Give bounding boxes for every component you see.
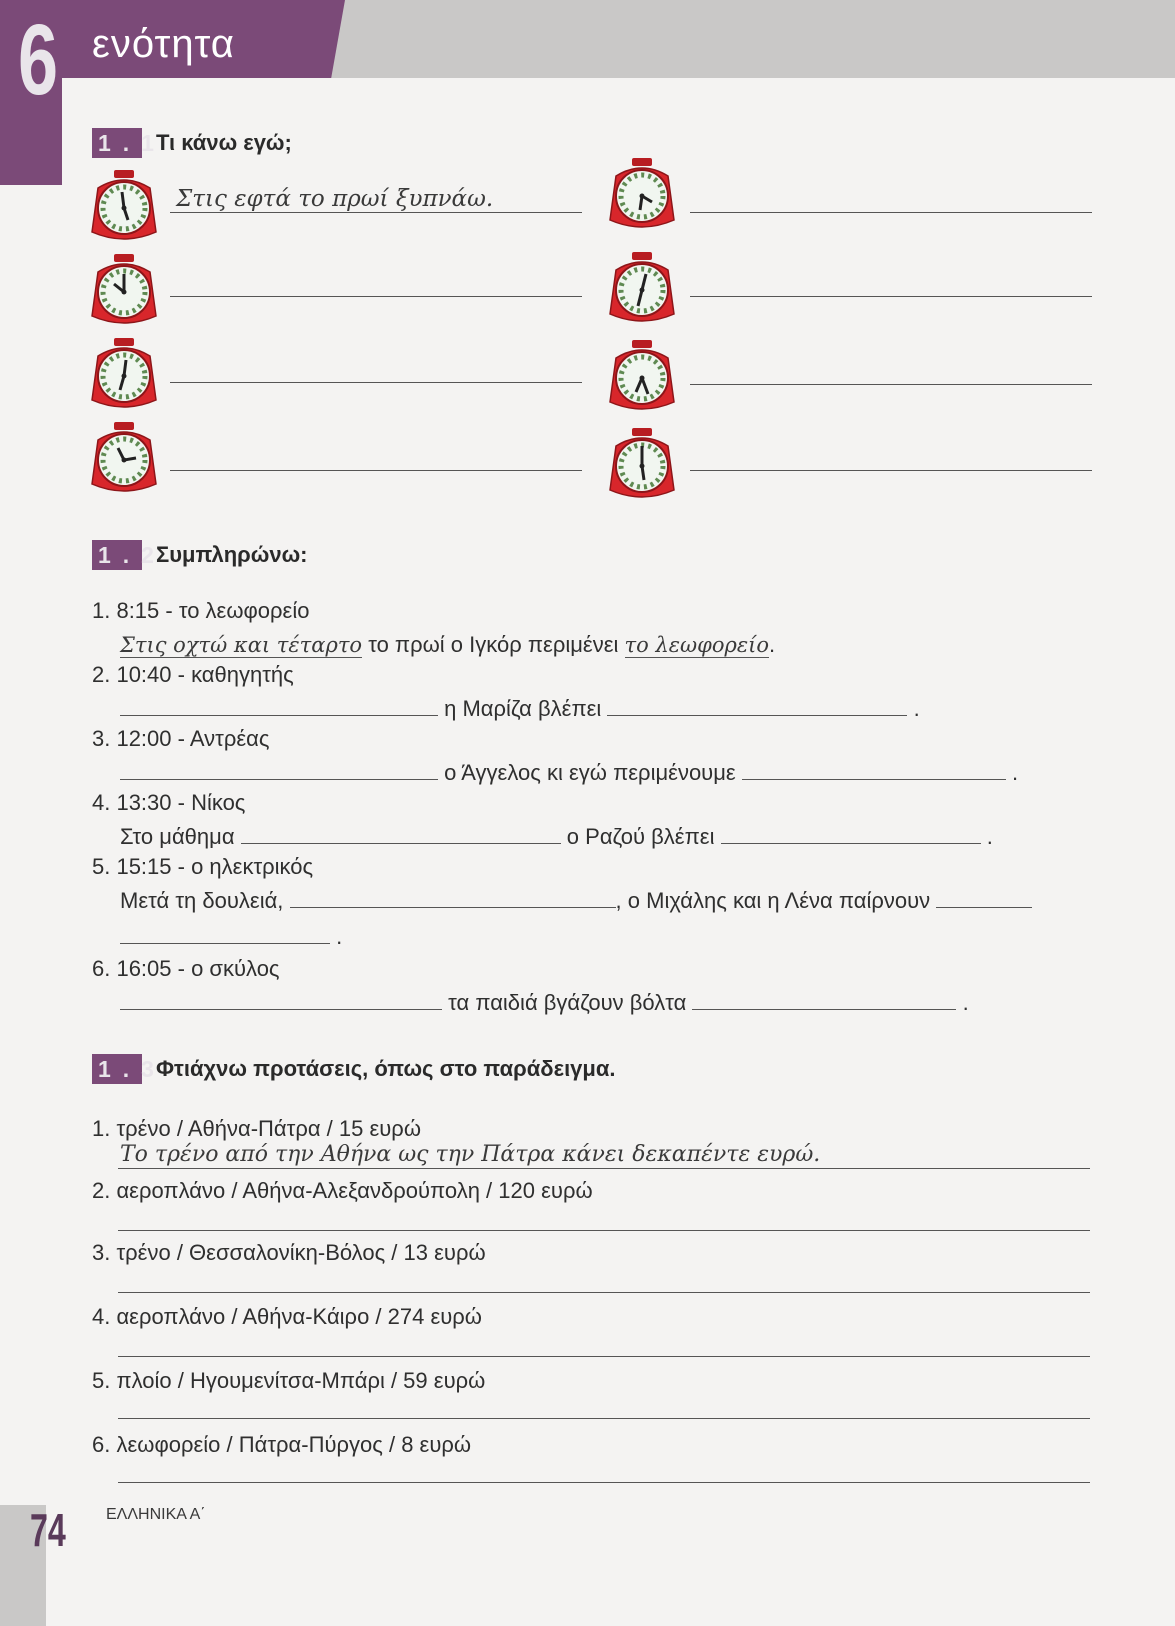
answer-line[interactable]: [170, 212, 582, 213]
exercise-prompt: 5. 15:15 - ο ηλεκτρικός: [92, 854, 314, 879]
alarm-clock-icon: [602, 336, 682, 416]
exercise-sentence-continued: [120, 924, 342, 950]
exercise-sentence: [120, 888, 1032, 914]
sentence-end: .: [962, 990, 969, 1015]
section-title: Συμπληρώνω:: [156, 542, 308, 567]
section-badge: 1.2: [92, 540, 142, 570]
exercise-prompt: 6. λεωφορείο / Πάτρα-Πύργος / 8 ευρώ: [92, 1432, 472, 1457]
sentence-text: η Μαρίζα βλέπει: [444, 696, 602, 721]
handwritten-answer: Το τρένο από την Αθήνα ως την Πάτρα κάνει δεκαπέντε ευρώ.: [120, 1142, 821, 1167]
blank-field[interactable]: [721, 843, 981, 844]
answer-line[interactable]: [118, 1230, 1090, 1231]
section-title: Φτιάχνω προτάσεις, όπως στο παράδειγμα.: [156, 1056, 616, 1081]
exercise-prompt: 4. αεροπλάνο / Αθήνα-Κάιρο / 274 ευρώ: [92, 1304, 482, 1329]
blank-field[interactable]: [742, 779, 1006, 780]
alarm-clock-icon: [602, 248, 682, 328]
handwritten-answer: Στις οχτώ και τέταρτο: [120, 633, 363, 657]
blank-field[interactable]: [241, 843, 561, 844]
sentence-text: , ο Μιχάλης και η Λένα παίρνουν: [615, 888, 931, 913]
page-number: 74: [30, 1504, 66, 1556]
answer-line[interactable]: [118, 1418, 1090, 1419]
blank-field[interactable]: [120, 943, 330, 944]
alarm-clock-icon: [602, 154, 682, 234]
exercise-sentence: [120, 696, 920, 722]
exercise-prompt: 1. 8:15 - το λεωφορείο: [92, 598, 310, 623]
alarm-clock-icon: [84, 334, 164, 414]
answer-line[interactable]: [690, 470, 1092, 471]
exercise-sentence: [120, 760, 1018, 786]
answer-line[interactable]: [690, 296, 1092, 297]
sentence-text: ο Ραζού βλέπει: [566, 824, 715, 849]
exercise-prompt: 3. 12:00 - Αντρέας: [92, 726, 270, 751]
unit-number: 6: [18, 4, 59, 116]
exercise-prompt: 6. 16:05 - ο σκύλος: [92, 956, 280, 981]
answer-line[interactable]: [170, 382, 582, 383]
alarm-clock-icon: [84, 250, 164, 330]
exercise-prompt: 5. πλοίο / Ηγουμενίτσα-Μπάρι / 59 ευρώ: [92, 1368, 486, 1393]
handwritten-answer: το λεωφορείο: [624, 633, 770, 657]
answer-line[interactable]: [690, 384, 1092, 385]
exercise-prompt: 2. 10:40 - καθηγητής: [92, 662, 294, 687]
exercise-sentence: [120, 824, 993, 850]
alarm-clock-icon: [602, 424, 682, 504]
sentence-text: Μετά τη δουλειά,: [120, 888, 284, 913]
sentence-text: το πρωί ο Ιγκόρ περιμένει: [368, 632, 619, 657]
answer-line[interactable]: [170, 296, 582, 297]
exercise-sentence: [120, 632, 775, 658]
blank-field[interactable]: [290, 907, 616, 908]
answer-line[interactable]: [690, 212, 1092, 213]
section-3-header: [92, 1054, 616, 1084]
sentence-end: .: [769, 632, 776, 657]
section-1-header: [92, 128, 292, 158]
sentence-text: ο Άγγελος κι εγώ περιμένουμε: [444, 760, 736, 785]
handwritten-answer: Στις εφτά το πρωί ξυπνάω.: [176, 186, 494, 212]
answer-line[interactable]: [118, 1356, 1090, 1357]
sentence-end: .: [986, 824, 993, 849]
answer-line[interactable]: [118, 1168, 1090, 1169]
blank-field[interactable]: [936, 907, 1032, 908]
blank-field[interactable]: [120, 715, 438, 716]
sentence-end: .: [1011, 760, 1019, 785]
exercise-prompt: 3. τρένο / Θεσσαλονίκη-Βόλος / 13 ευρώ: [92, 1240, 486, 1265]
sentence-end: .: [336, 924, 343, 949]
section-badge: 1.3: [92, 1054, 142, 1084]
sentence-text: τα παιδιά βγάζουν βόλτα: [448, 990, 687, 1015]
answer-line[interactable]: [170, 470, 582, 471]
alarm-clock-icon: [84, 166, 164, 246]
exercise-prompt: 2. αεροπλάνο / Αθήνα-Αλεξανδρούπολη / 120 ευρώ: [92, 1178, 593, 1203]
alarm-clock-icon: [84, 418, 164, 498]
blank-field[interactable]: [120, 1009, 442, 1010]
answer-line[interactable]: [118, 1482, 1090, 1483]
blank-field[interactable]: [692, 1009, 956, 1010]
blank-field[interactable]: [607, 715, 907, 716]
blank-field[interactable]: [120, 779, 438, 780]
exercise-prompt: 4. 13:30 - Νίκος: [92, 790, 246, 815]
exercise-prompt: 1. τρένο / Αθήνα-Πάτρα / 15 ευρώ: [92, 1116, 422, 1141]
exercise-sentence: [120, 990, 969, 1016]
book-title: ΕΛΛΗΝΙΚΑ Α΄: [106, 1506, 206, 1523]
unit-title: ενότητα: [92, 22, 235, 66]
answer-line[interactable]: [118, 1292, 1090, 1293]
section-badge: 1.1: [92, 128, 142, 158]
section-2-header: [92, 540, 308, 570]
section-title: Τι κάνω εγώ;: [156, 130, 292, 155]
sentence-text: Στο μάθημα: [120, 824, 235, 849]
sentence-end: .: [913, 696, 920, 721]
